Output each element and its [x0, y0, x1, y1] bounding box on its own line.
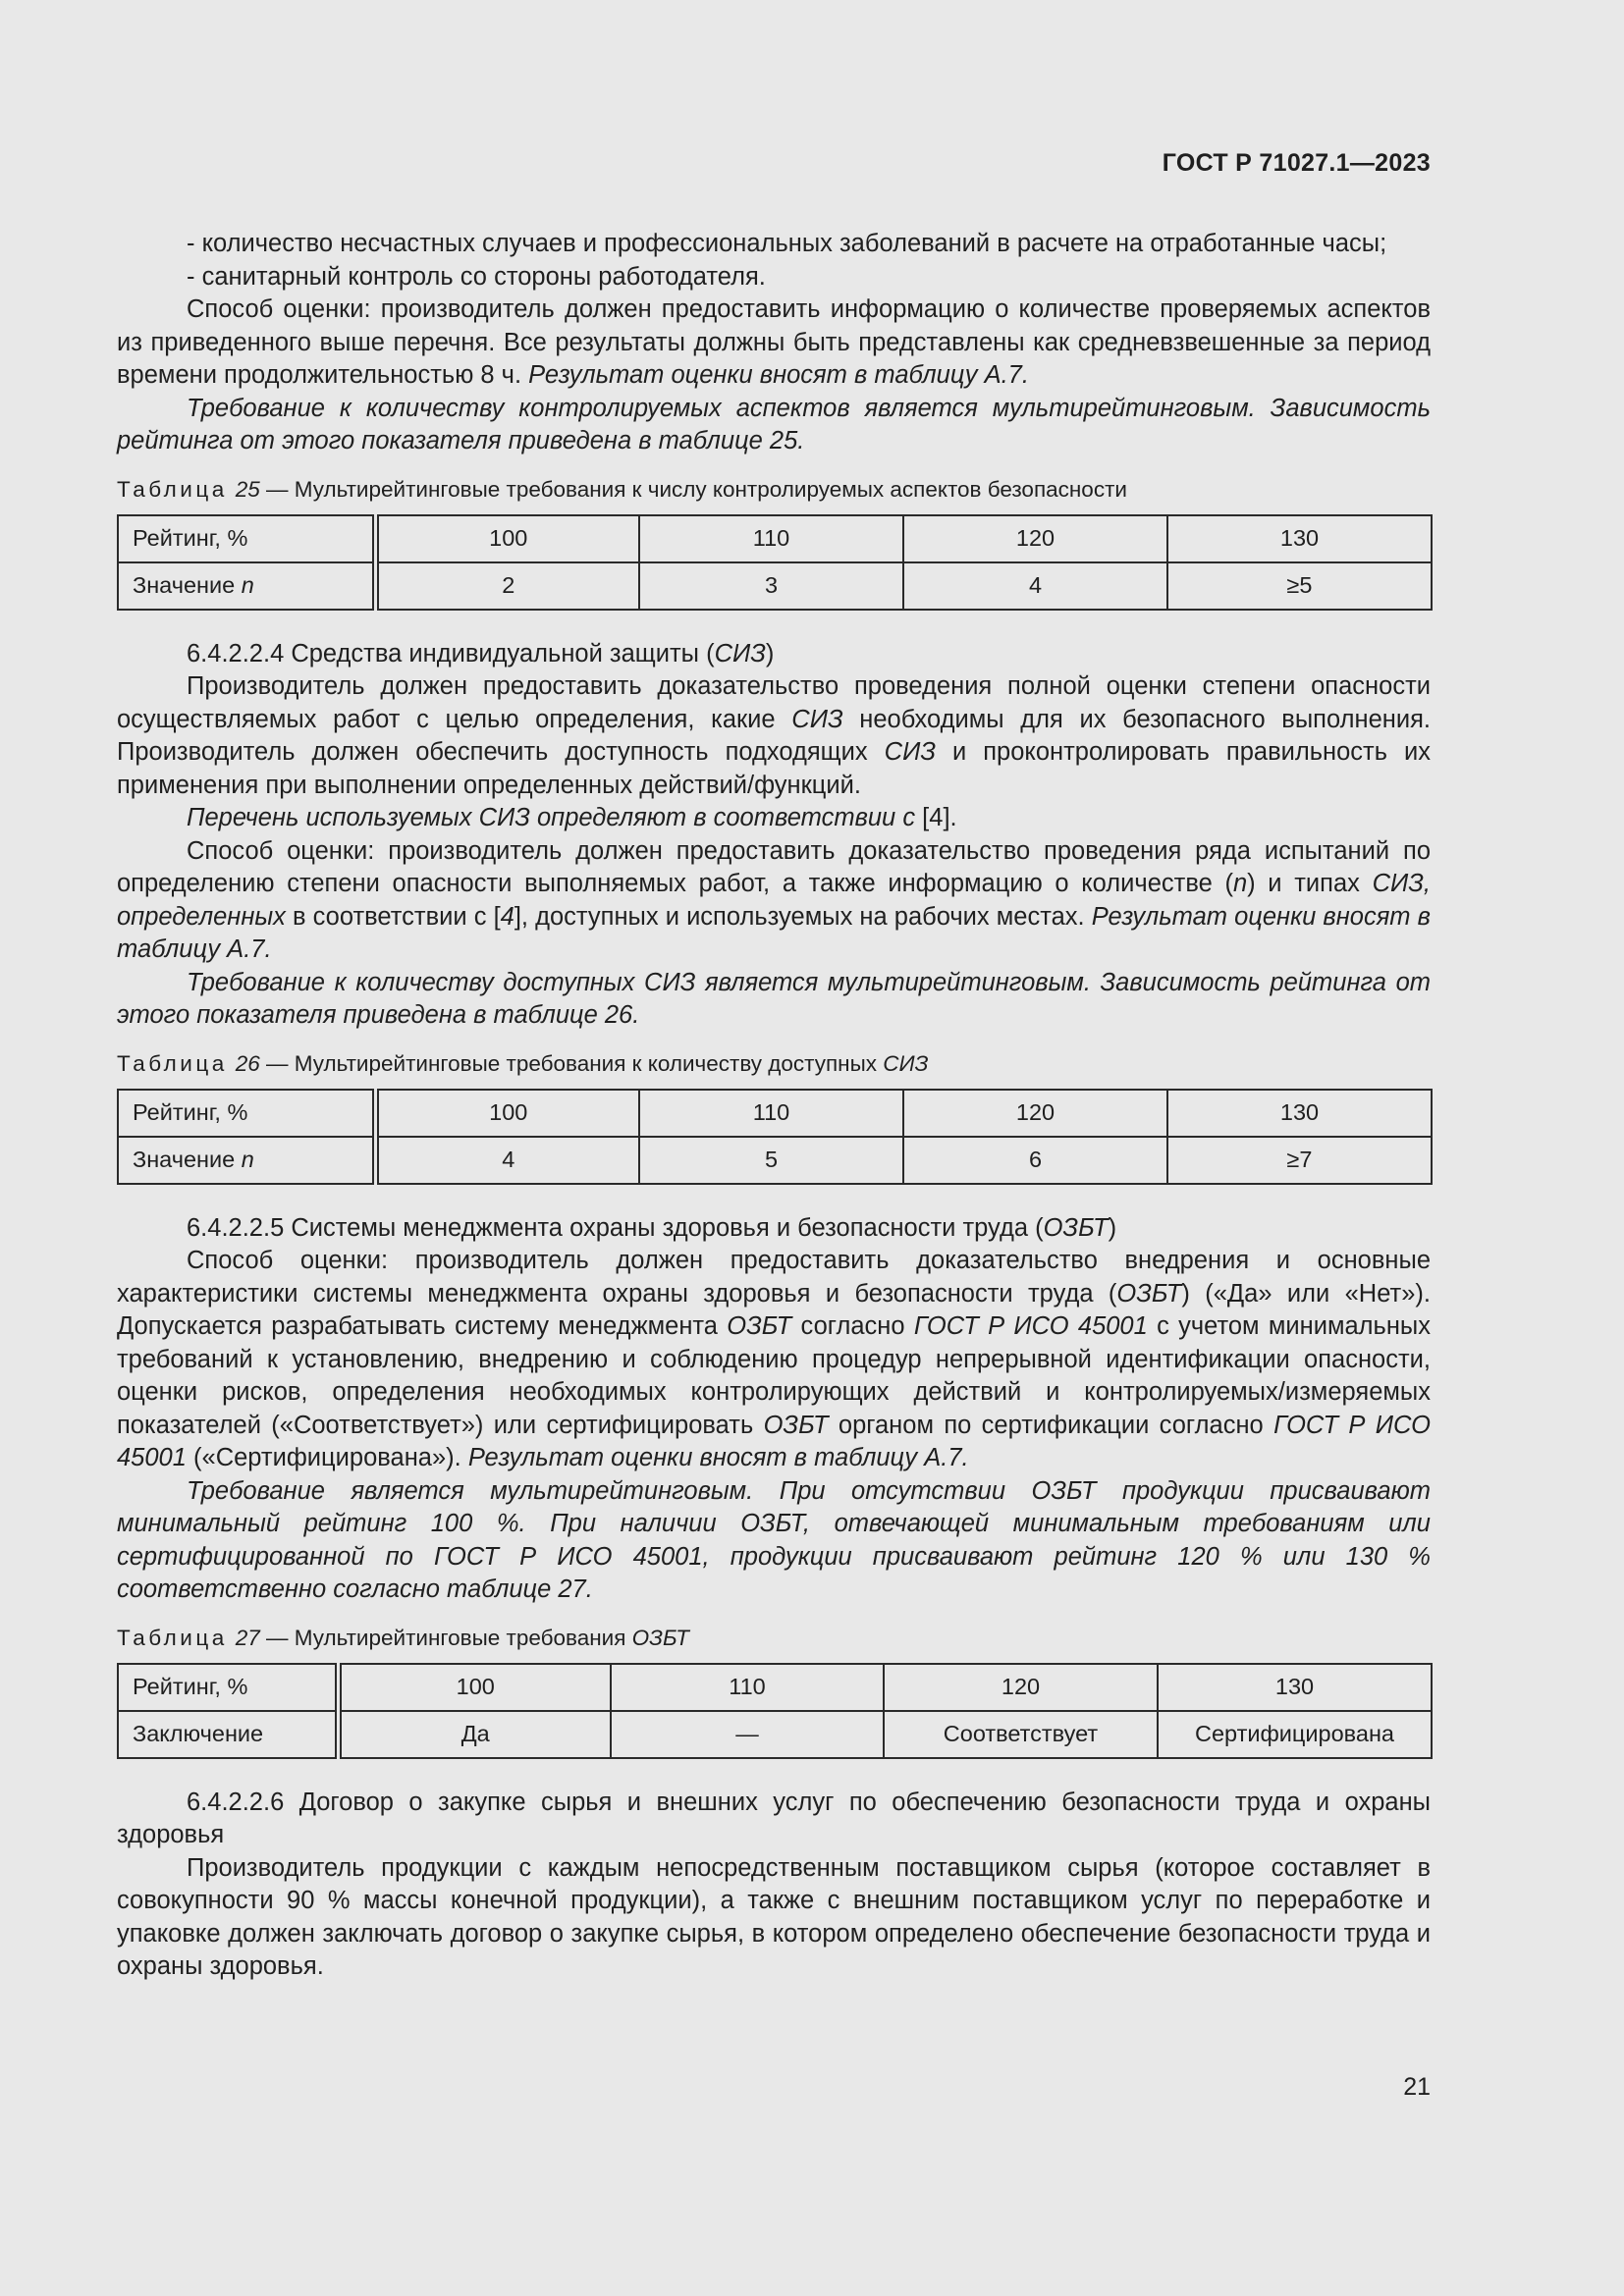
reference: 4	[500, 902, 514, 931]
table-cell: 120	[903, 515, 1167, 562]
table-cell: 120	[884, 1664, 1158, 1711]
variable-n: n	[241, 571, 254, 598]
standard-reference: ГОСТ Р ИСО 45001	[117, 1411, 1431, 1471]
abbr: ОЗБТ	[1116, 1279, 1182, 1308]
table-word: Таблица	[117, 1050, 228, 1076]
heading-abbr: ОЗБТ	[1043, 1213, 1109, 1242]
ohs-requirement-paragraph: Требование является мультирейтинговым. При отсутствии ОЗБТ продукции присваивают минимальный рейтинг 100 %. При наличии ОЗБТ, отвечающей минимальным требованиям или сертифицированной по ГОСТ Р ИСО 45001, продукции присваивают рейтинг 120 % или 130 % соответственно согласно таблице 27.	[117, 1476, 1431, 1603]
assessment-result-note: Результат оценки вносят в таблицу А.7.	[528, 361, 1029, 389]
row-header-value-label: Значение	[133, 571, 236, 598]
table-26	[117, 1089, 1433, 1185]
table-cell: 100	[375, 515, 639, 562]
ppe-paragraph-3	[117, 835, 1431, 967]
table-cell: 120	[903, 1090, 1167, 1137]
table-row	[118, 1711, 1432, 1758]
table-cell: ≥7	[1167, 1137, 1432, 1184]
table-title: — Мультирейтинговые требования	[266, 1625, 626, 1650]
bullet-accidents: - количество несчастных случаев и профессиональных заболеваний в расчете на отработанные часы;	[187, 230, 1387, 257]
ppe-paragraph-1	[117, 670, 1431, 802]
table-title: — Мультирейтинговые требования к числу контролируемых аспектов безопасности	[266, 476, 1127, 502]
heading-close: )	[765, 639, 775, 667]
text: с учетом минимальных требований к установлению, внедрению и соблюдению процедур непрерывной идентификации опасности, оценки рисков, определения необходимых контролирующих действий и контролируемых/измеряемых показателей («Соответствует») или сертифицировать	[117, 1312, 1431, 1439]
table-cell: 130	[1167, 515, 1432, 562]
requirement-paragraph: Требование к количеству контролируемых аспектов является мультирейтинговым. Зависимость рейтинга от этого показателя приведена в таблице 25.	[117, 394, 1431, 454]
text: согласно	[800, 1312, 905, 1340]
table-cell: 110	[639, 515, 903, 562]
table-number: 27	[235, 1625, 260, 1650]
page-number: 21	[1403, 2073, 1431, 2101]
table-25	[117, 514, 1433, 611]
text: и проконтролировать правильность их применения при выполнении определенных действий/функций.	[117, 738, 1431, 799]
page-content	[117, 228, 1431, 1984]
table-cell: 4	[375, 1137, 639, 1184]
document-code-header: ГОСТ Р 71027.1—2023	[1162, 149, 1431, 177]
table-cell: 3	[639, 562, 903, 610]
text: ) («Да» или «Нет»). Допускается разрабатывать систему менеджмента	[117, 1279, 1431, 1340]
table-cell: 130	[1158, 1664, 1432, 1711]
text: органом по сертификации согласно	[838, 1411, 1264, 1439]
bullet-sanitary-control: - санитарный контроль со стороны работодателя.	[187, 262, 766, 291]
text: Способ оценки: производитель должен предоставить доказательство внедрения и основные характеристики системы менеджмента охраны здоровья и безопасности труда (	[117, 1247, 1431, 1308]
table-cell: 2	[375, 562, 639, 610]
table-cell: 6	[903, 1137, 1167, 1184]
text: Производитель должен предоставить доказательство проведения полной оценки степени опасности осуществляемых работ с целью определения, какие	[117, 672, 1431, 733]
table-row	[118, 562, 1432, 610]
ohs-paragraph-1	[117, 1245, 1431, 1475]
table-cell: Соответствует	[884, 1711, 1158, 1758]
reference: [4].	[922, 804, 957, 831]
section-6-4-2-2-4-heading	[117, 638, 1431, 671]
text: («Сертифицирована»).	[193, 1444, 461, 1471]
abbr: ОЗБТ	[763, 1411, 829, 1439]
table-title-abbr: ОЗБТ	[631, 1625, 689, 1650]
table-cell: 4	[903, 562, 1167, 610]
table-27	[117, 1663, 1433, 1759]
table-cell: Сертифицирована	[1158, 1711, 1432, 1758]
text: Перечень используемых СИЗ определяют в соответствии с	[187, 804, 916, 831]
text: СИЗ, определенных	[117, 870, 1431, 931]
section-6-4-2-2-5-heading	[117, 1212, 1431, 1246]
assessment-method-text: Способ оценки: производитель должен предоставить информацию о количестве проверяемых аспектов из приведенного выше перечня. Все результаты должны быть представлены как средневзвешенные за период времени продолжительностью 8 ч.	[117, 295, 1431, 389]
abbr: ОЗБТ	[727, 1312, 792, 1340]
table-25-caption	[117, 475, 1431, 505]
table-cell: 110	[639, 1090, 903, 1137]
table-cell: 110	[611, 1664, 884, 1711]
table-number: 25	[235, 476, 260, 502]
assessment-result-note: Результат оценки вносят в таблицу А.7.	[467, 1444, 969, 1471]
text: ) и типах	[1247, 870, 1360, 897]
table-cell: 100	[338, 1664, 611, 1711]
heading-text: 6.4.2.2.4 Средства индивидуальной защиты (	[187, 639, 715, 667]
heading-abbr: СИЗ	[714, 639, 766, 667]
table-word: Таблица	[117, 476, 228, 502]
table-number: 26	[235, 1050, 260, 1076]
table-title-abbr: СИЗ	[883, 1050, 929, 1076]
table-cell: 130	[1167, 1090, 1432, 1137]
table-26-caption	[117, 1049, 1431, 1079]
row-header-value	[118, 1137, 375, 1184]
table-row	[118, 1664, 1432, 1711]
table-word: Таблица	[117, 1625, 228, 1650]
table-row	[118, 1090, 1432, 1137]
table-row	[118, 1137, 1432, 1184]
variable-n: n	[1232, 870, 1248, 897]
table-cell: Да	[338, 1711, 611, 1758]
assessment-method-paragraph	[117, 294, 1431, 393]
variable-n: n	[241, 1146, 254, 1172]
standard-reference: ГОСТ Р ИСО 45001	[913, 1312, 1148, 1340]
table-cell: ≥5	[1167, 562, 1432, 610]
abbr: СИЗ	[791, 705, 843, 733]
row-header-conclusion: Заключение	[118, 1711, 338, 1758]
row-header-value	[118, 562, 375, 610]
table-row	[118, 515, 1432, 562]
text: в соответствии с [	[292, 902, 501, 931]
text: ], доступных и используемых на рабочих местах.	[514, 902, 1085, 931]
table-cell: —	[611, 1711, 884, 1758]
section-6-4-2-2-6-heading: 6.4.2.2.6 Договор о закупке сырья и внешних услуг по обеспечению безопасности труда и охраны здоровья	[117, 1788, 1431, 1848]
table-cell: 100	[375, 1090, 639, 1137]
supply-contract-paragraph: Производитель продукции с каждым непосредственным поставщиком сырья (которое составляет в совокупности 90 % массы конечной продукции), а также с внешним поставщиком услуг по переработке и упаковке должен заключать договор о закупке сырья, в котором определено обеспечение безопасности труда и охраны здоровья.	[117, 1853, 1431, 1980]
text: Способ оценки: производитель должен предоставить доказательство проведения ряда испытаний по определению степени опасности выполняемых работ, а также информацию о количестве (	[117, 836, 1431, 897]
table-27-caption	[117, 1624, 1431, 1653]
heading-close: )	[1108, 1213, 1117, 1242]
text: необходимы для их безопасного выполнения. Производитель должен обеспечить доступность подходящих	[117, 705, 1431, 766]
ppe-requirement-paragraph: Требование к количеству доступных СИЗ является мультирейтинговым. Зависимость рейтинга от этого показателя приведена в таблице 26.	[117, 968, 1431, 1029]
table-cell: 5	[639, 1137, 903, 1184]
row-header-rating: Рейтинг, %	[118, 1664, 338, 1711]
heading-text: 6.4.2.2.5 Системы менеджмента охраны здоровья и безопасности труда (	[187, 1213, 1044, 1242]
row-header-rating: Рейтинг, %	[118, 515, 375, 562]
ppe-paragraph-2	[117, 802, 1431, 835]
assessment-result-note: Результат оценки вносят в таблицу А.7.	[117, 902, 1431, 963]
table-title: — Мультирейтинговые требования к количеству доступных	[266, 1050, 878, 1076]
row-header-value-label: Значение	[133, 1146, 236, 1172]
abbr: СИЗ	[884, 738, 936, 766]
row-header-rating: Рейтинг, %	[118, 1090, 375, 1137]
